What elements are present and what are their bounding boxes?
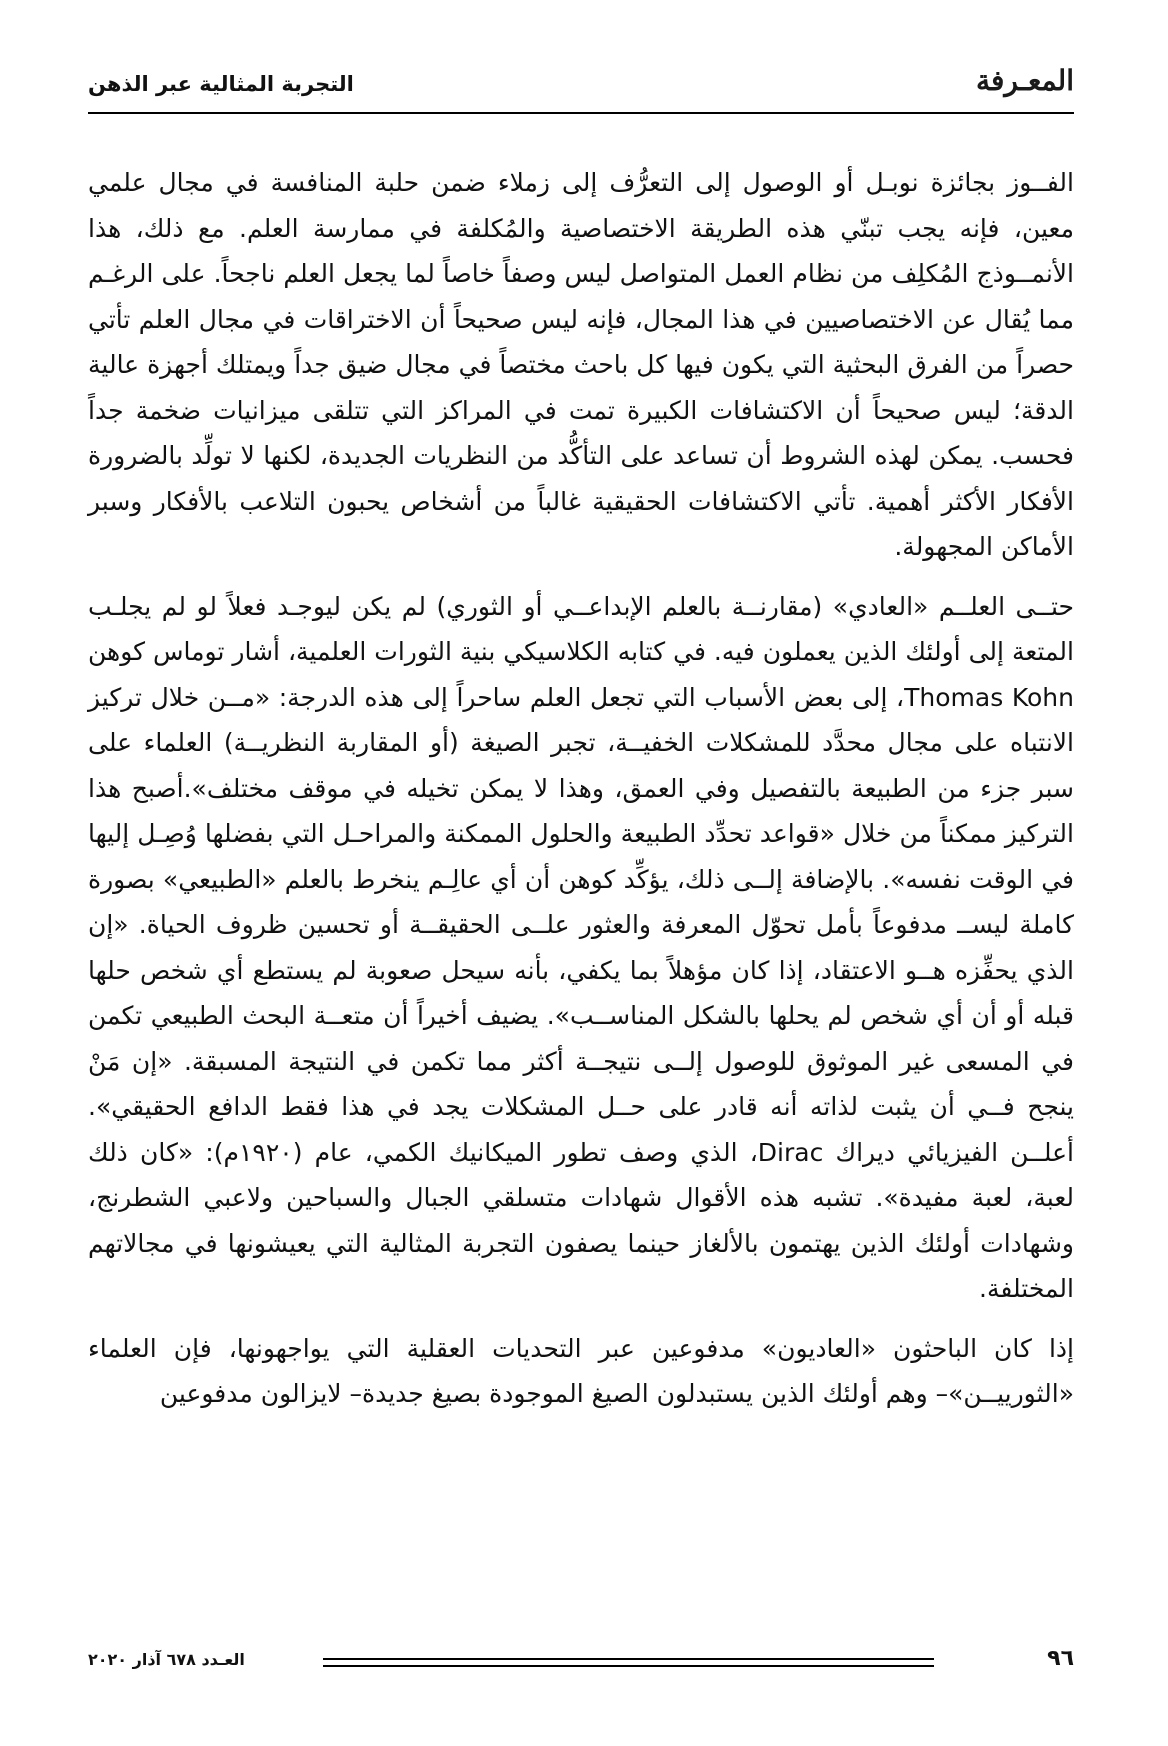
page-number: ٩٦ bbox=[1047, 1646, 1074, 1671]
paragraph: حتــى العلــم «العادي» (مقارنــة بالعلم الإبداعــي أو الثوري) لم يكن ليوجـد فعلاً لو لم يجلـب المتعة إلى أولئك الذين يعملون فيه. في كتابه الكلاسيكي بنية الثورات العلمية، أشار توماس كوهن Thomas Kohn، إلى بعض الأسباب التي تجعل العلم ساحراً إلى هذه الدرجة: «مــن خلال تركيز الانتباه على مجال محدَّد للمشكلات الخفيــة، تجبر الصيغة (أو المقاربة النظريــة) العلماء على سبر جزء من الطبيعة بالتفصيل وفي العمق، وهذا لا يمكن تخيله في موقف مختلف».أصبح هذا التركيز ممكناً من خلال «قواعد تحدِّد الطبيعة والحلول الممكنة والمراحـل التي بفضلها وُصِـل إليها في الوقت نفسه». بالإضافة إلــى ذلك، يؤكِّد كوهن أن أي عالِـم ينخرط بالعلم «الطبيعي» بصورة كاملة ليســ مدفوعاً بأمل تحوّل المعرفة والعثور علــى الحقيقــة أو تحسين ظروف الحياة. «إن الذي يحفِّزه هــو الاعتقاد، إذا كان مؤهلاً بما يكفي، بأنه سيحل صعوبة لم يستطع أي شخص حلها قبله أو أن أي شخص لم يحلها بالشكل المناســب». يضيف أخيراً أن متعــة البحث الطبيعي تكمن في المسعى غير الموثوق للوصول إلــى نتيجــة أكثر مما تكمن في النتيجة المسبقة. «إن مَنْ ينجح فــي أن يثبت لذاته أنه قادر على حــل المشكلات يجد في هذا فقط الدافع الحقيقي». أعلــن الفيزيائي ديراك Dirac، الذي وصف تطور الميكانيك الكمي، عام (١٩٢٠م): «كان ذلك لعبة، لعبة مفيدة». تشبه هذه الأقوال شهادات متسلقي الجبال والسباحين ولاعبي الشطرنج، وشهادات أولئك الذين يهتمون بالألغاز حينما يصفون التجربة المثالية التي يعيشونها في مجالاتهم المختلفة. bbox=[88, 591, 1074, 1303]
magazine-logo: المعـرفة bbox=[975, 64, 1074, 97]
article-title: التجربة المثالية عبر الذهن bbox=[88, 72, 354, 96]
footer-divider bbox=[323, 1658, 934, 1660]
header-divider bbox=[88, 112, 1074, 114]
paragraph: إذا كان الباحثون «العاديون» مدفوعين عبر التحديات العقلية التي يواجهونها، فإن العلماء «الثورييــن»– وهم أولئك الذين يستبدلون الصيغ الموجودة بصيغ جديدة– لايزالون مدفوعين bbox=[88, 1333, 1074, 1408]
page-header bbox=[88, 58, 1074, 108]
paragraph: الفــوز بجائزة نوبـل أو الوصول إلى التعرُّف إلى زملاء ضمن حلبة المنافسة في مجال علمي معين، فإنه يجب تبنّي هذه الطريقة الاختصاصية والمُكلفة في ممارسة العلم. مع ذلك، هذا الأنمــوذج المُكلِف من نظام العمل المتواصل ليس وصفاً خاصاً لما يجعل العلم ناجحاً. على الرغـم مما يُقال عن الاختصاصيين في هذا المجال، فإنه ليس صحيحاً أن الاختراقات في مجال العلم تأتي حصراً من الفرق البحثية التي يكون فيها كل باحث مختصاً في مجال ضيق جداً ويمتلك أجهزة عالية الدقة؛ ليس صحيحاً أن الاكتشافات الكبيرة تمت في المراكز التي تتلقى ميزانيات ضخمة جداً فحسب. يمكن لهذه الشروط أن تساعد على التأكُّد من النظريات الجديدة، لكنها لا تولِّد بالضرورة الأفكار الأكثر أهمية. تأتي الاكتشافات الحقيقية غالباً من أشخاص يحبون التلاعب بالأفكار وسبر الأماكن المجهولة. bbox=[88, 168, 1074, 561]
page-footer bbox=[88, 1646, 1074, 1686]
issue-info: العـدد ٦٧٨ آذار ٢٠٢٠ bbox=[88, 1650, 245, 1669]
article-body bbox=[88, 160, 1074, 1431]
footer-divider bbox=[323, 1665, 934, 1667]
